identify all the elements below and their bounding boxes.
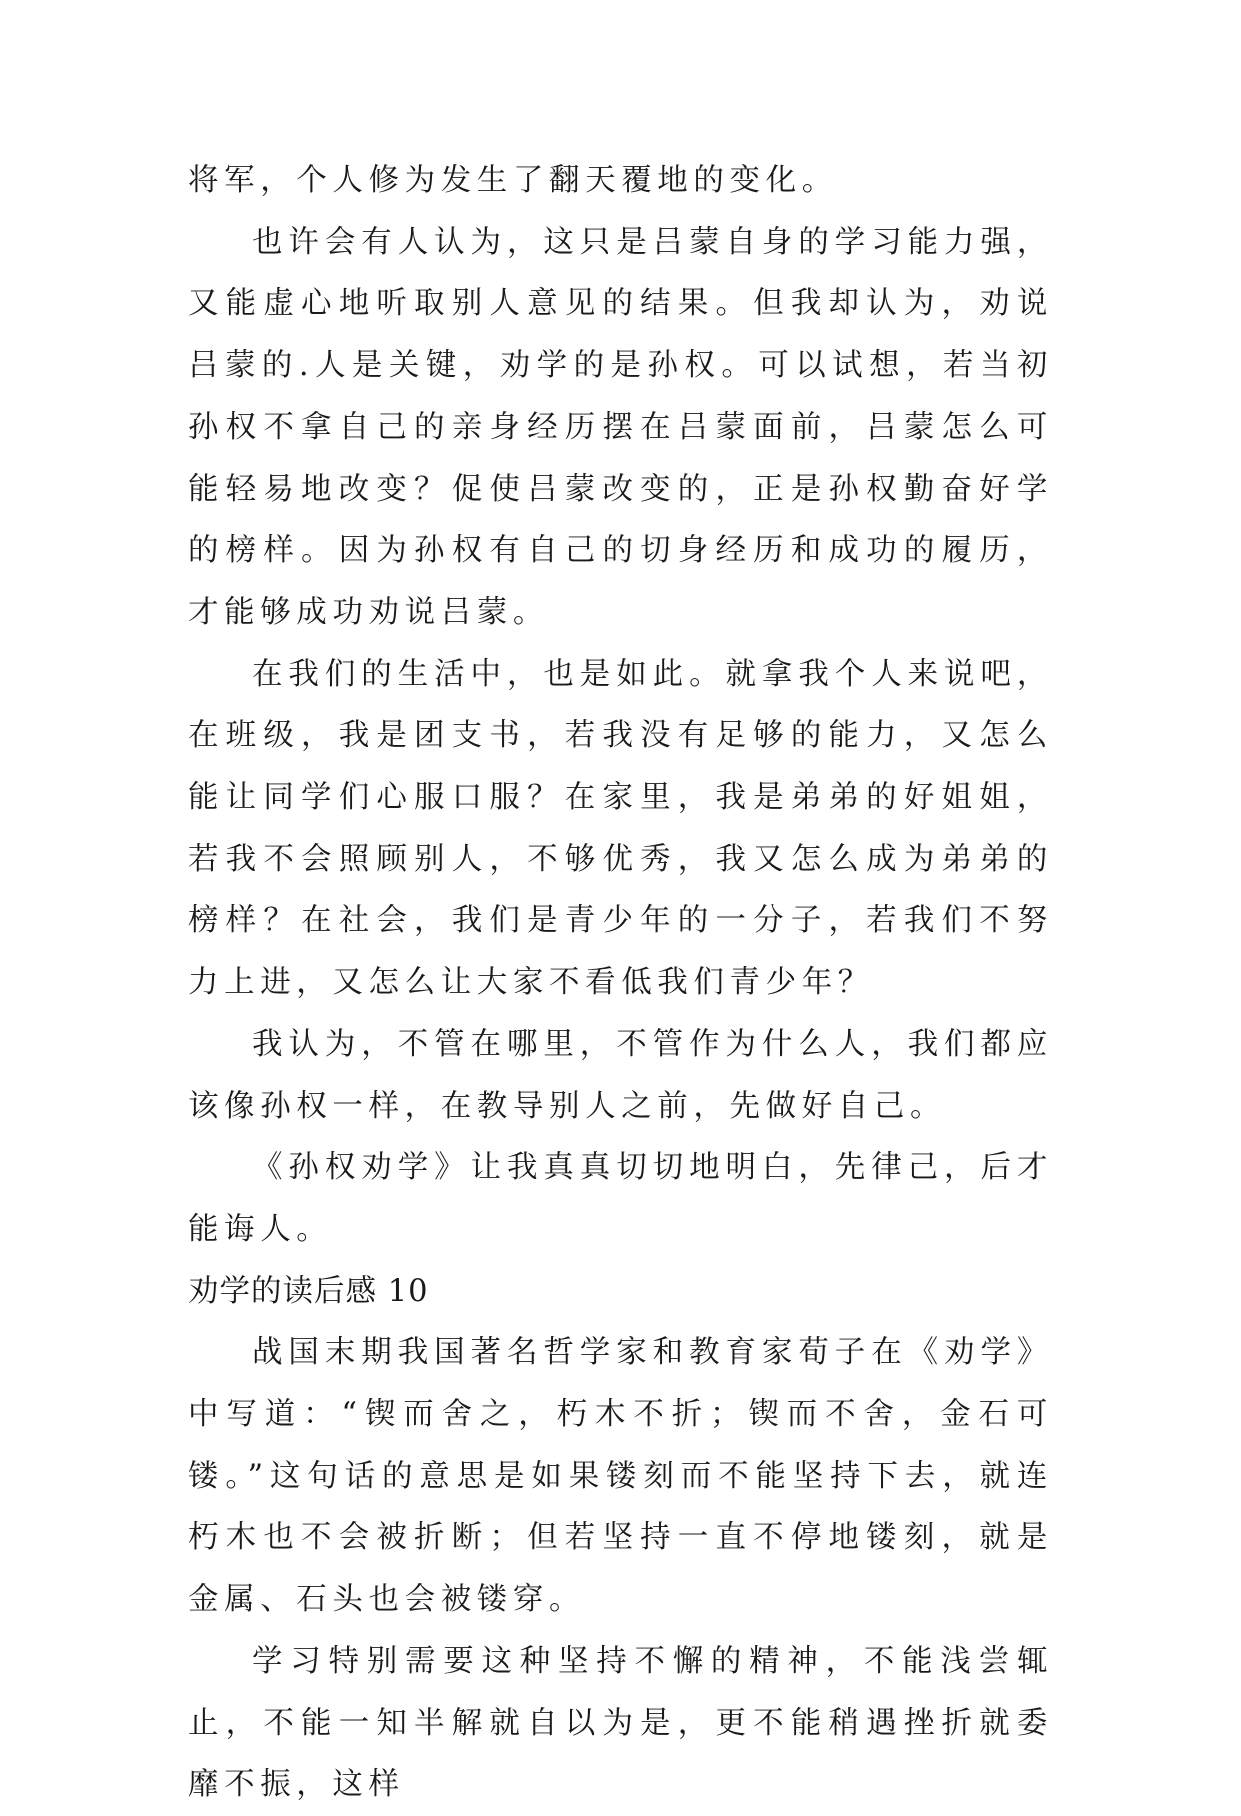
- paragraph: 在我们的生活中，也是如此。就拿我个人来说吧，在班级，我是团支书，若我没有足够的能力，又怎么能让同学们心服口服？在家里，我是弟弟的好姐姐，若我不会照顾别人，不够优秀，我又怎么成为弟弟的榜样？在社会，我们是青少年的一分子，若我们不努力上进，又怎么让大家不看低我们青少年？: [188, 656, 1053, 1001]
- section-heading: 劝学的读后感 10: [188, 1273, 429, 1309]
- paragraph: 学习特别需要这种坚持不懈的精神，不能浅尝辄止，不能一知半解就自以为是，更不能稍遇挫折就委靡不振，这样: [188, 1643, 1053, 1803]
- document-page: [188, 150, 1053, 1816]
- paragraph: 《孙权劝学》让我真真切切地明白，先律己，后才能诲人。: [188, 1150, 1053, 1247]
- paragraph: 战国末期我国著名哲学家和教育家荀子在《劝学》中写道：“锲而舍之，朽木不折；锲而不舍，金石可镂。”这句话的意思是如果镂刻而不能坚持下去，就连朽木也不会被折断；但若坚持一直不停地镂刻，就是金属、石头也会被镂穿。: [188, 1335, 1053, 1618]
- paragraph-continuation: 将军，个人修为发生了翻天覆地的变化。: [188, 163, 838, 198]
- paragraph: 也许会有人认为，这只是吕蒙自身的学习能力强，又能虚心地听取别人意见的结果。但我却认为，劝说吕蒙的.人是关键，劝学的是孙权。可以试想，若当初孙权不拿自己的亲身经历摆在吕蒙面前，吕蒙怎么可能轻易地改变？促使吕蒙改变的，正是孙权勤奋好学的榜样。因为孙权有自己的切身经历和成功的履历，才能够成功劝说吕蒙。: [188, 224, 1053, 630]
- paragraph: 我认为，不管在哪里，不管作为什么人，我们都应该像孙权一样，在教导别人之前，先做好自己。: [188, 1026, 1053, 1124]
